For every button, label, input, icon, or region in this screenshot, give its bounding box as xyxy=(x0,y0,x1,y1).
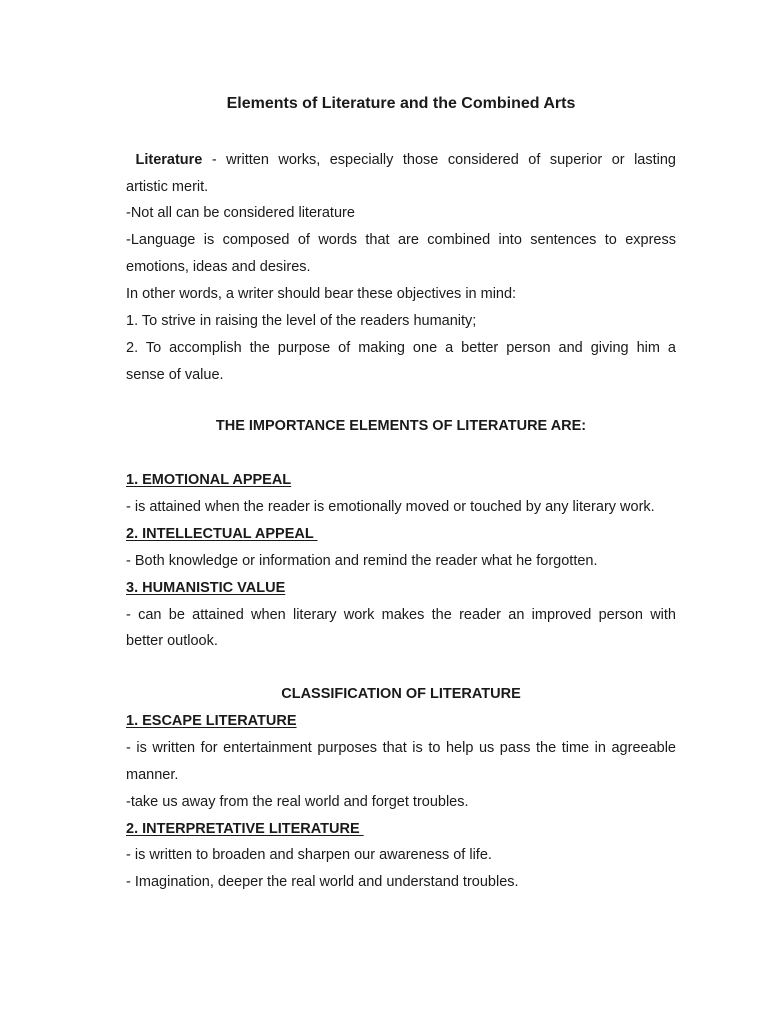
intro-line-1 xyxy=(126,147,676,174)
literature-definition: - written works, especially those considered of superior or lasting xyxy=(202,152,676,168)
humanistic-value-heading: 3. HUMANISTIC VALUE xyxy=(126,580,286,596)
emotional-appeal-heading: 1. EMOTIONAL APPEAL xyxy=(126,472,292,488)
escape-literature-text: - is written for entertainment purposes that is to help us pass the time in agreeable xyxy=(126,740,676,756)
objective-2-continued: sense of value. xyxy=(126,367,224,383)
escape-literature-heading: 1. ESCAPE LITERATURE xyxy=(126,713,297,729)
intro-line-4: -Language is composed of words that are combined into sentences to express xyxy=(126,232,676,248)
intro-line-3: -Not all can be considered literature xyxy=(126,205,355,221)
intellectual-appeal-heading: 2. INTELLECTUAL APPEAL xyxy=(126,526,318,542)
document-title: Elements of Literature and the Combined Arts xyxy=(226,95,576,112)
intro-line-6: In other words, a writer should bear these objectives in mind: xyxy=(126,286,517,302)
objective-2: 2. To accomplish the purpose of making one a better person and giving him a xyxy=(126,340,676,356)
intro-line-5: emotions, ideas and desires. xyxy=(126,259,311,275)
literature-term: Literature xyxy=(135,152,203,168)
escape-literature-text-continued: manner. xyxy=(126,767,179,783)
escape-literature-note: -take us away from the real world and forget troubles. xyxy=(126,794,469,810)
elements-heading: THE IMPORTANCE ELEMENTS OF LITERATURE ARE: xyxy=(215,418,587,434)
intellectual-appeal-text: - Both knowledge or information and remind the reader what he forgotten. xyxy=(126,553,598,569)
objective-1: 1. To strive in raising the level of the readers humanity; xyxy=(126,313,477,329)
intro-line-2: artistic merit. xyxy=(126,179,209,195)
interpretative-literature-heading: 2. INTERPRETATIVE LITERATURE xyxy=(126,821,364,837)
emotional-appeal-text: - is attained when the reader is emotionally moved or touched by any literary work. xyxy=(126,499,655,515)
humanistic-value-text-continued: better outlook. xyxy=(126,633,218,649)
interpretative-literature-text: - is written to broaden and sharpen our awareness of life. xyxy=(126,847,492,863)
interpretative-literature-note: - Imagination, deeper the real world and understand troubles. xyxy=(126,874,519,890)
humanistic-value-text: - can be attained when literary work makes the reader an improved person with xyxy=(126,607,676,623)
classification-heading: CLASSIFICATION OF LITERATURE xyxy=(281,686,521,702)
